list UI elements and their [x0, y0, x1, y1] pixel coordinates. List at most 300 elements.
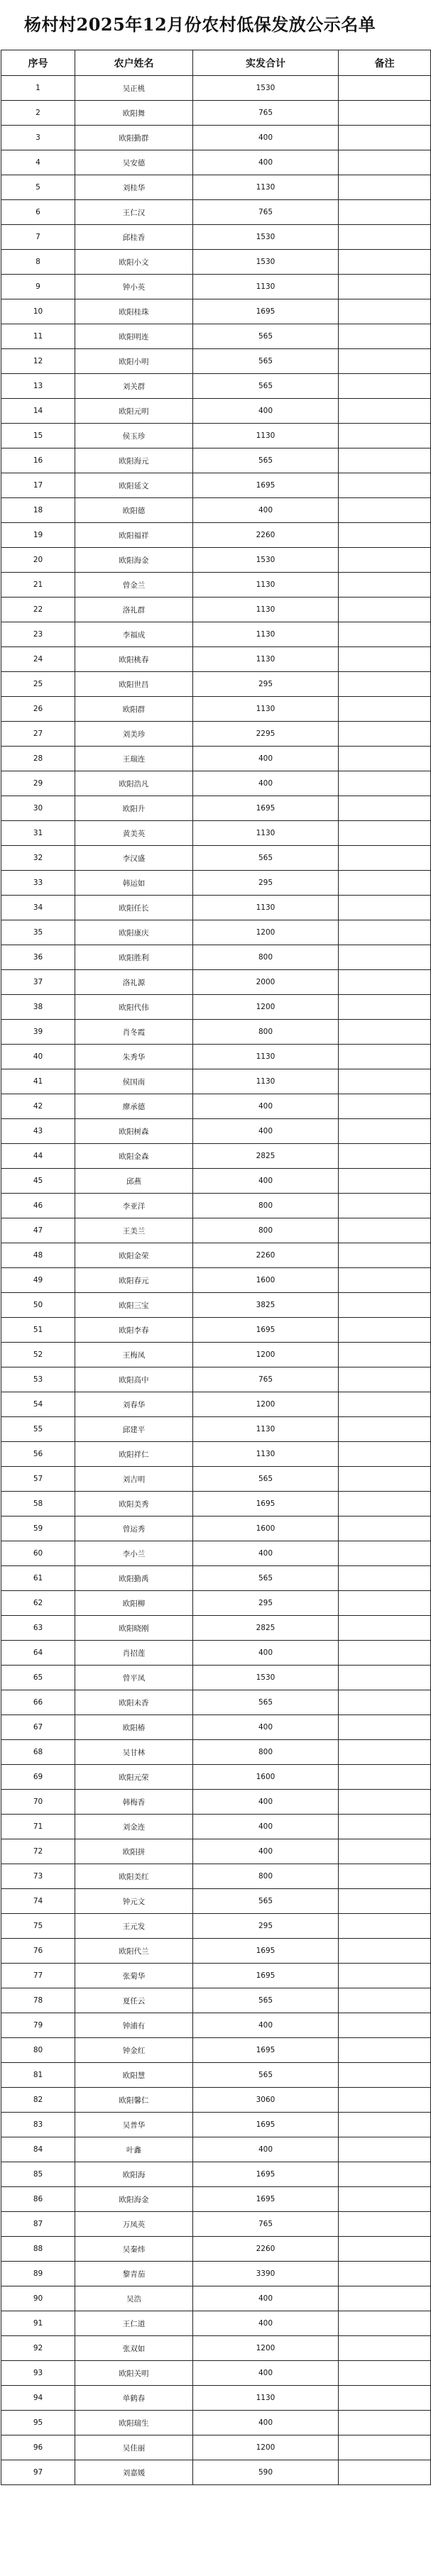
cell-index: 56: [1, 1442, 75, 1467]
cell-index: 18: [1, 498, 75, 523]
cell-index: 54: [1, 1392, 75, 1417]
cell-index: 3: [1, 126, 75, 150]
cell-amount: 1130: [193, 1045, 339, 1069]
cell-index: 37: [1, 970, 75, 995]
table-row: [1, 324, 431, 349]
cell-amount: 1695: [193, 1318, 339, 1343]
table-row: [1, 1268, 431, 1293]
cell-amount: 3825: [193, 1293, 339, 1318]
cell-remarks: [339, 1094, 431, 1119]
cell-index: 26: [1, 697, 75, 722]
cell-remarks: [339, 424, 431, 448]
cell-name: 欧阳慧: [75, 2063, 193, 2088]
cell-amount: 1695: [193, 2162, 339, 2187]
cell-amount: 765: [193, 101, 339, 126]
cell-remarks: [339, 101, 431, 126]
cell-index: 53: [1, 1367, 75, 1392]
cell-amount: 1695: [193, 2187, 339, 2212]
cell-remarks: [339, 2435, 431, 2460]
cell-amount: 2825: [193, 1144, 339, 1169]
cell-name: 欧阳元明: [75, 399, 193, 424]
cell-amount: 765: [193, 2212, 339, 2237]
cell-amount: 1200: [193, 1343, 339, 1367]
cell-name: 张菊华: [75, 1964, 193, 1988]
cell-index: 24: [1, 647, 75, 672]
cell-amount: 2260: [193, 523, 339, 548]
cell-name: 肖冬霞: [75, 1020, 193, 1045]
cell-amount: 765: [193, 1367, 339, 1392]
cell-remarks: [339, 1442, 431, 1467]
cell-index: 5: [1, 175, 75, 200]
cell-index: 63: [1, 1616, 75, 1641]
cell-remarks: [339, 2262, 431, 2286]
cell-name: 欧阳瑞生: [75, 2411, 193, 2435]
table-row: [1, 1517, 431, 1541]
table-row: [1, 150, 431, 175]
cell-name: 欧阳海: [75, 2162, 193, 2187]
cell-index: 15: [1, 424, 75, 448]
cell-amount: 565: [193, 846, 339, 871]
cell-index: 10: [1, 299, 75, 324]
cell-amount: 1130: [193, 424, 339, 448]
cell-amount: 295: [193, 1591, 339, 1616]
cell-amount: 800: [193, 1020, 339, 1045]
cell-name: 曾运秀: [75, 1517, 193, 1541]
cell-index: 30: [1, 796, 75, 821]
cell-index: 29: [1, 771, 75, 796]
cell-remarks: [339, 796, 431, 821]
cell-remarks: [339, 523, 431, 548]
cell-remarks: [339, 1939, 431, 1964]
table-row: [1, 1194, 431, 1218]
table-row: [1, 473, 431, 498]
cell-amount: 400: [193, 498, 339, 523]
cell-index: 28: [1, 747, 75, 771]
cell-name: 廖承德: [75, 1094, 193, 1119]
cell-index: 47: [1, 1218, 75, 1243]
cell-name: 钟小英: [75, 275, 193, 299]
cell-name: 黎青茄: [75, 2262, 193, 2286]
cell-remarks: [339, 374, 431, 399]
cell-index: 91: [1, 2311, 75, 2336]
cell-index: 36: [1, 945, 75, 970]
cell-index: 31: [1, 821, 75, 846]
cell-remarks: [339, 1392, 431, 1417]
table-row: [1, 1492, 431, 1517]
cell-amount: 2825: [193, 1616, 339, 1641]
cell-amount: 565: [193, 448, 339, 473]
cell-remarks: [339, 622, 431, 647]
cell-name: 曾金兰: [75, 573, 193, 598]
cell-index: 23: [1, 622, 75, 647]
cell-name: 欧阳椿: [75, 1715, 193, 1740]
cell-name: 朱秀华: [75, 1045, 193, 1069]
table-row: [1, 1392, 431, 1417]
cell-name: 吴普华: [75, 2113, 193, 2137]
cell-amount: 2295: [193, 722, 339, 747]
cell-remarks: [339, 771, 431, 796]
cell-index: 95: [1, 2411, 75, 2435]
cell-index: 13: [1, 374, 75, 399]
cell-name: 欧阳海元: [75, 448, 193, 473]
table-row: [1, 1715, 431, 1740]
cell-amount: 3390: [193, 2262, 339, 2286]
table-row: [1, 1914, 431, 1939]
cell-name: 欧阳勤群: [75, 126, 193, 150]
cell-remarks: [339, 821, 431, 846]
cell-amount: 1530: [193, 250, 339, 275]
cell-name: 钟金红: [75, 2038, 193, 2063]
table-row: [1, 672, 431, 697]
table-row: [1, 821, 431, 846]
cell-remarks: [339, 2063, 431, 2088]
cell-remarks: [339, 1467, 431, 1492]
table-row: [1, 101, 431, 126]
cell-amount: 1530: [193, 1666, 339, 1690]
table-row: [1, 1641, 431, 1666]
cell-name: 曾平凤: [75, 1666, 193, 1690]
cell-amount: 400: [193, 1094, 339, 1119]
cell-remarks: [339, 250, 431, 275]
table-header-row: [1, 50, 431, 76]
cell-amount: 400: [193, 1790, 339, 1815]
cell-remarks: [339, 1194, 431, 1218]
cell-index: 93: [1, 2361, 75, 2386]
cell-amount: 800: [193, 1194, 339, 1218]
cell-amount: 800: [193, 1218, 339, 1243]
cell-amount: 2260: [193, 1243, 339, 1268]
cell-name: 王元发: [75, 1914, 193, 1939]
cell-remarks: [339, 324, 431, 349]
cell-amount: 400: [193, 1541, 339, 1566]
table-row: [1, 250, 431, 275]
cell-index: 92: [1, 2336, 75, 2361]
cell-index: 70: [1, 1790, 75, 1815]
table-row: [1, 76, 431, 101]
table-row: [1, 349, 431, 374]
cell-name: 刘嘉媛: [75, 2460, 193, 2485]
table-row: [1, 1045, 431, 1069]
cell-remarks: [339, 498, 431, 523]
table-row: [1, 275, 431, 299]
allowance-table: [1, 50, 431, 2485]
cell-amount: 800: [193, 945, 339, 970]
cell-name: 欧阳群: [75, 697, 193, 722]
cell-amount: 1130: [193, 622, 339, 647]
cell-index: 89: [1, 2262, 75, 2286]
cell-amount: 1695: [193, 796, 339, 821]
cell-index: 2: [1, 101, 75, 126]
cell-index: 68: [1, 1740, 75, 1765]
cell-index: 60: [1, 1541, 75, 1566]
cell-name: 欧阳元荣: [75, 1765, 193, 1790]
table-row: [1, 374, 431, 399]
cell-name: 欧阳海金: [75, 548, 193, 573]
cell-index: 21: [1, 573, 75, 598]
cell-index: 67: [1, 1715, 75, 1740]
cell-name: 张双如: [75, 2336, 193, 2361]
table-row: [1, 1417, 431, 1442]
cell-amount: 400: [193, 126, 339, 150]
cell-name: 欧阳祥仁: [75, 1442, 193, 1467]
cell-amount: 1130: [193, 1442, 339, 1467]
table-row: [1, 299, 431, 324]
cell-remarks: [339, 1119, 431, 1144]
cell-index: 35: [1, 920, 75, 945]
cell-name: 欧阳拼: [75, 1839, 193, 1864]
cell-amount: 1130: [193, 1069, 339, 1094]
header-index: 序号: [1, 50, 75, 76]
cell-index: 45: [1, 1169, 75, 1194]
table-row: [1, 424, 431, 448]
cell-remarks: [339, 150, 431, 175]
table-row: [1, 448, 431, 473]
table-row: [1, 697, 431, 722]
cell-remarks: [339, 2237, 431, 2262]
cell-name: 欧阳小明: [75, 349, 193, 374]
cell-remarks: [339, 920, 431, 945]
table-row: [1, 498, 431, 523]
cell-name: 李亚洋: [75, 1194, 193, 1218]
cell-name: 李汉盛: [75, 846, 193, 871]
table-row: [1, 2411, 431, 2435]
cell-name: 吴正桃: [75, 76, 193, 101]
cell-name: 刘美珍: [75, 722, 193, 747]
cell-amount: 295: [193, 672, 339, 697]
cell-index: 90: [1, 2286, 75, 2311]
table-row: [1, 1964, 431, 1988]
cell-name: 欧阳胜利: [75, 945, 193, 970]
cell-index: 58: [1, 1492, 75, 1517]
cell-name: 黄美英: [75, 821, 193, 846]
cell-remarks: [339, 573, 431, 598]
cell-remarks: [339, 2137, 431, 2162]
cell-index: 48: [1, 1243, 75, 1268]
cell-index: 97: [1, 2460, 75, 2485]
table-row: [1, 1690, 431, 1715]
cell-name: 邱桂香: [75, 225, 193, 250]
cell-remarks: [339, 672, 431, 697]
cell-name: 欧阳金荣: [75, 1243, 193, 1268]
cell-index: 59: [1, 1517, 75, 1541]
table-row: [1, 622, 431, 647]
cell-remarks: [339, 1641, 431, 1666]
cell-amount: 400: [193, 1169, 339, 1194]
cell-remarks: [339, 1417, 431, 1442]
cell-index: 65: [1, 1666, 75, 1690]
cell-amount: 1530: [193, 76, 339, 101]
cell-index: 11: [1, 324, 75, 349]
table-row: [1, 1243, 431, 1268]
cell-amount: 565: [193, 1690, 339, 1715]
cell-amount: 1600: [193, 1517, 339, 1541]
cell-amount: 400: [193, 771, 339, 796]
cell-index: 38: [1, 995, 75, 1020]
cell-amount: 400: [193, 1839, 339, 1864]
cell-name: 侯国南: [75, 1069, 193, 1094]
cell-index: 8: [1, 250, 75, 275]
table-row: [1, 871, 431, 896]
cell-name: 欧阳康庆: [75, 920, 193, 945]
cell-name: 韩运如: [75, 871, 193, 896]
cell-remarks: [339, 1218, 431, 1243]
cell-remarks: [339, 722, 431, 747]
table-row: [1, 1616, 431, 1641]
cell-name: 欧阳福祥: [75, 523, 193, 548]
cell-amount: 1695: [193, 1964, 339, 1988]
cell-amount: 1695: [193, 1492, 339, 1517]
cell-index: 87: [1, 2212, 75, 2237]
cell-remarks: [339, 1367, 431, 1392]
table-row: [1, 2187, 431, 2212]
cell-remarks: [339, 1020, 431, 1045]
cell-amount: 1130: [193, 896, 339, 920]
cell-remarks: [339, 970, 431, 995]
cell-remarks: [339, 2386, 431, 2411]
cell-remarks: [339, 2361, 431, 2386]
cell-remarks: [339, 1268, 431, 1293]
table-row: [1, 2063, 431, 2088]
cell-amount: 1600: [193, 1765, 339, 1790]
cell-name: 夏任云: [75, 1988, 193, 2013]
cell-index: 88: [1, 2237, 75, 2262]
table-row: [1, 1293, 431, 1318]
cell-amount: 565: [193, 374, 339, 399]
cell-index: 77: [1, 1964, 75, 1988]
table-row: [1, 2286, 431, 2311]
cell-remarks: [339, 1765, 431, 1790]
cell-name: 欧阳李春: [75, 1318, 193, 1343]
table-row: [1, 2336, 431, 2361]
table-row: [1, 2460, 431, 2485]
cell-name: 欧阳关明: [75, 2361, 193, 2386]
cell-remarks: [339, 175, 431, 200]
cell-amount: 765: [193, 200, 339, 225]
cell-remarks: [339, 448, 431, 473]
cell-name: 王美兰: [75, 1218, 193, 1243]
cell-remarks: [339, 1144, 431, 1169]
cell-remarks: [339, 2460, 431, 2485]
cell-index: 42: [1, 1094, 75, 1119]
cell-amount: 590: [193, 2460, 339, 2485]
cell-amount: 565: [193, 324, 339, 349]
table-row: [1, 1218, 431, 1243]
cell-remarks: [339, 2336, 431, 2361]
cell-remarks: [339, 2411, 431, 2435]
cell-remarks: [339, 76, 431, 101]
cell-name: 欧阳未香: [75, 1690, 193, 1715]
cell-amount: 1530: [193, 548, 339, 573]
cell-remarks: [339, 1517, 431, 1541]
cell-name: 洛礼源: [75, 970, 193, 995]
cell-amount: 1200: [193, 920, 339, 945]
table-row: [1, 896, 431, 920]
cell-index: 55: [1, 1417, 75, 1442]
cell-remarks: [339, 399, 431, 424]
cell-index: 50: [1, 1293, 75, 1318]
cell-remarks: [339, 1343, 431, 1367]
table-row: [1, 2038, 431, 2063]
table-row: [1, 2361, 431, 2386]
table-row: [1, 1790, 431, 1815]
cell-index: 76: [1, 1939, 75, 1964]
table-row: [1, 1839, 431, 1864]
cell-amount: 1200: [193, 995, 339, 1020]
table-row: [1, 1119, 431, 1144]
table-row: [1, 771, 431, 796]
table-row: [1, 1666, 431, 1690]
cell-amount: 3060: [193, 2088, 339, 2113]
cell-remarks: [339, 747, 431, 771]
cell-name: 万凤英: [75, 2212, 193, 2237]
table-row: [1, 573, 431, 598]
table-row: [1, 1765, 431, 1790]
cell-remarks: [339, 1492, 431, 1517]
cell-name: 李小兰: [75, 1541, 193, 1566]
cell-remarks: [339, 2162, 431, 2187]
cell-remarks: [339, 2286, 431, 2311]
table-row: [1, 1367, 431, 1392]
cell-index: 73: [1, 1864, 75, 1889]
cell-remarks: [339, 1740, 431, 1765]
cell-amount: 2000: [193, 970, 339, 995]
cell-amount: 400: [193, 1641, 339, 1666]
cell-index: 39: [1, 1020, 75, 1045]
table-row: [1, 2162, 431, 2187]
cell-remarks: [339, 2187, 431, 2212]
table-row: [1, 1591, 431, 1616]
cell-index: 79: [1, 2013, 75, 2038]
cell-name: 欧阳德: [75, 498, 193, 523]
cell-remarks: [339, 1566, 431, 1591]
cell-amount: 400: [193, 2411, 339, 2435]
cell-name: 吴安德: [75, 150, 193, 175]
cell-amount: 1130: [193, 821, 339, 846]
table-row: [1, 1318, 431, 1343]
cell-index: 17: [1, 473, 75, 498]
table-body: [1, 76, 431, 2485]
cell-name: 刘金连: [75, 1815, 193, 1839]
cell-name: 王瑞连: [75, 747, 193, 771]
cell-index: 6: [1, 200, 75, 225]
cell-name: 吴秦炜: [75, 2237, 193, 2262]
cell-remarks: [339, 1790, 431, 1815]
table-row: [1, 1094, 431, 1119]
table-row: [1, 2088, 431, 2113]
cell-remarks: [339, 1318, 431, 1343]
cell-remarks: [339, 1964, 431, 1988]
table-row: [1, 945, 431, 970]
cell-remarks: [339, 1914, 431, 1939]
cell-name: 吴甘林: [75, 1740, 193, 1765]
cell-name: 邱燕: [75, 1169, 193, 1194]
cell-index: 7: [1, 225, 75, 250]
cell-name: 吴浩: [75, 2286, 193, 2311]
cell-index: 34: [1, 896, 75, 920]
cell-remarks: [339, 275, 431, 299]
cell-index: 66: [1, 1690, 75, 1715]
cell-remarks: [339, 1169, 431, 1194]
cell-amount: 1130: [193, 598, 339, 622]
cell-index: 16: [1, 448, 75, 473]
header-remarks: 备注: [339, 50, 431, 76]
table-row: [1, 126, 431, 150]
cell-name: 欧阳海金: [75, 2187, 193, 2212]
cell-remarks: [339, 2088, 431, 2113]
cell-name: 欧阳代伟: [75, 995, 193, 1020]
table-row: [1, 598, 431, 622]
table-row: [1, 1815, 431, 1839]
